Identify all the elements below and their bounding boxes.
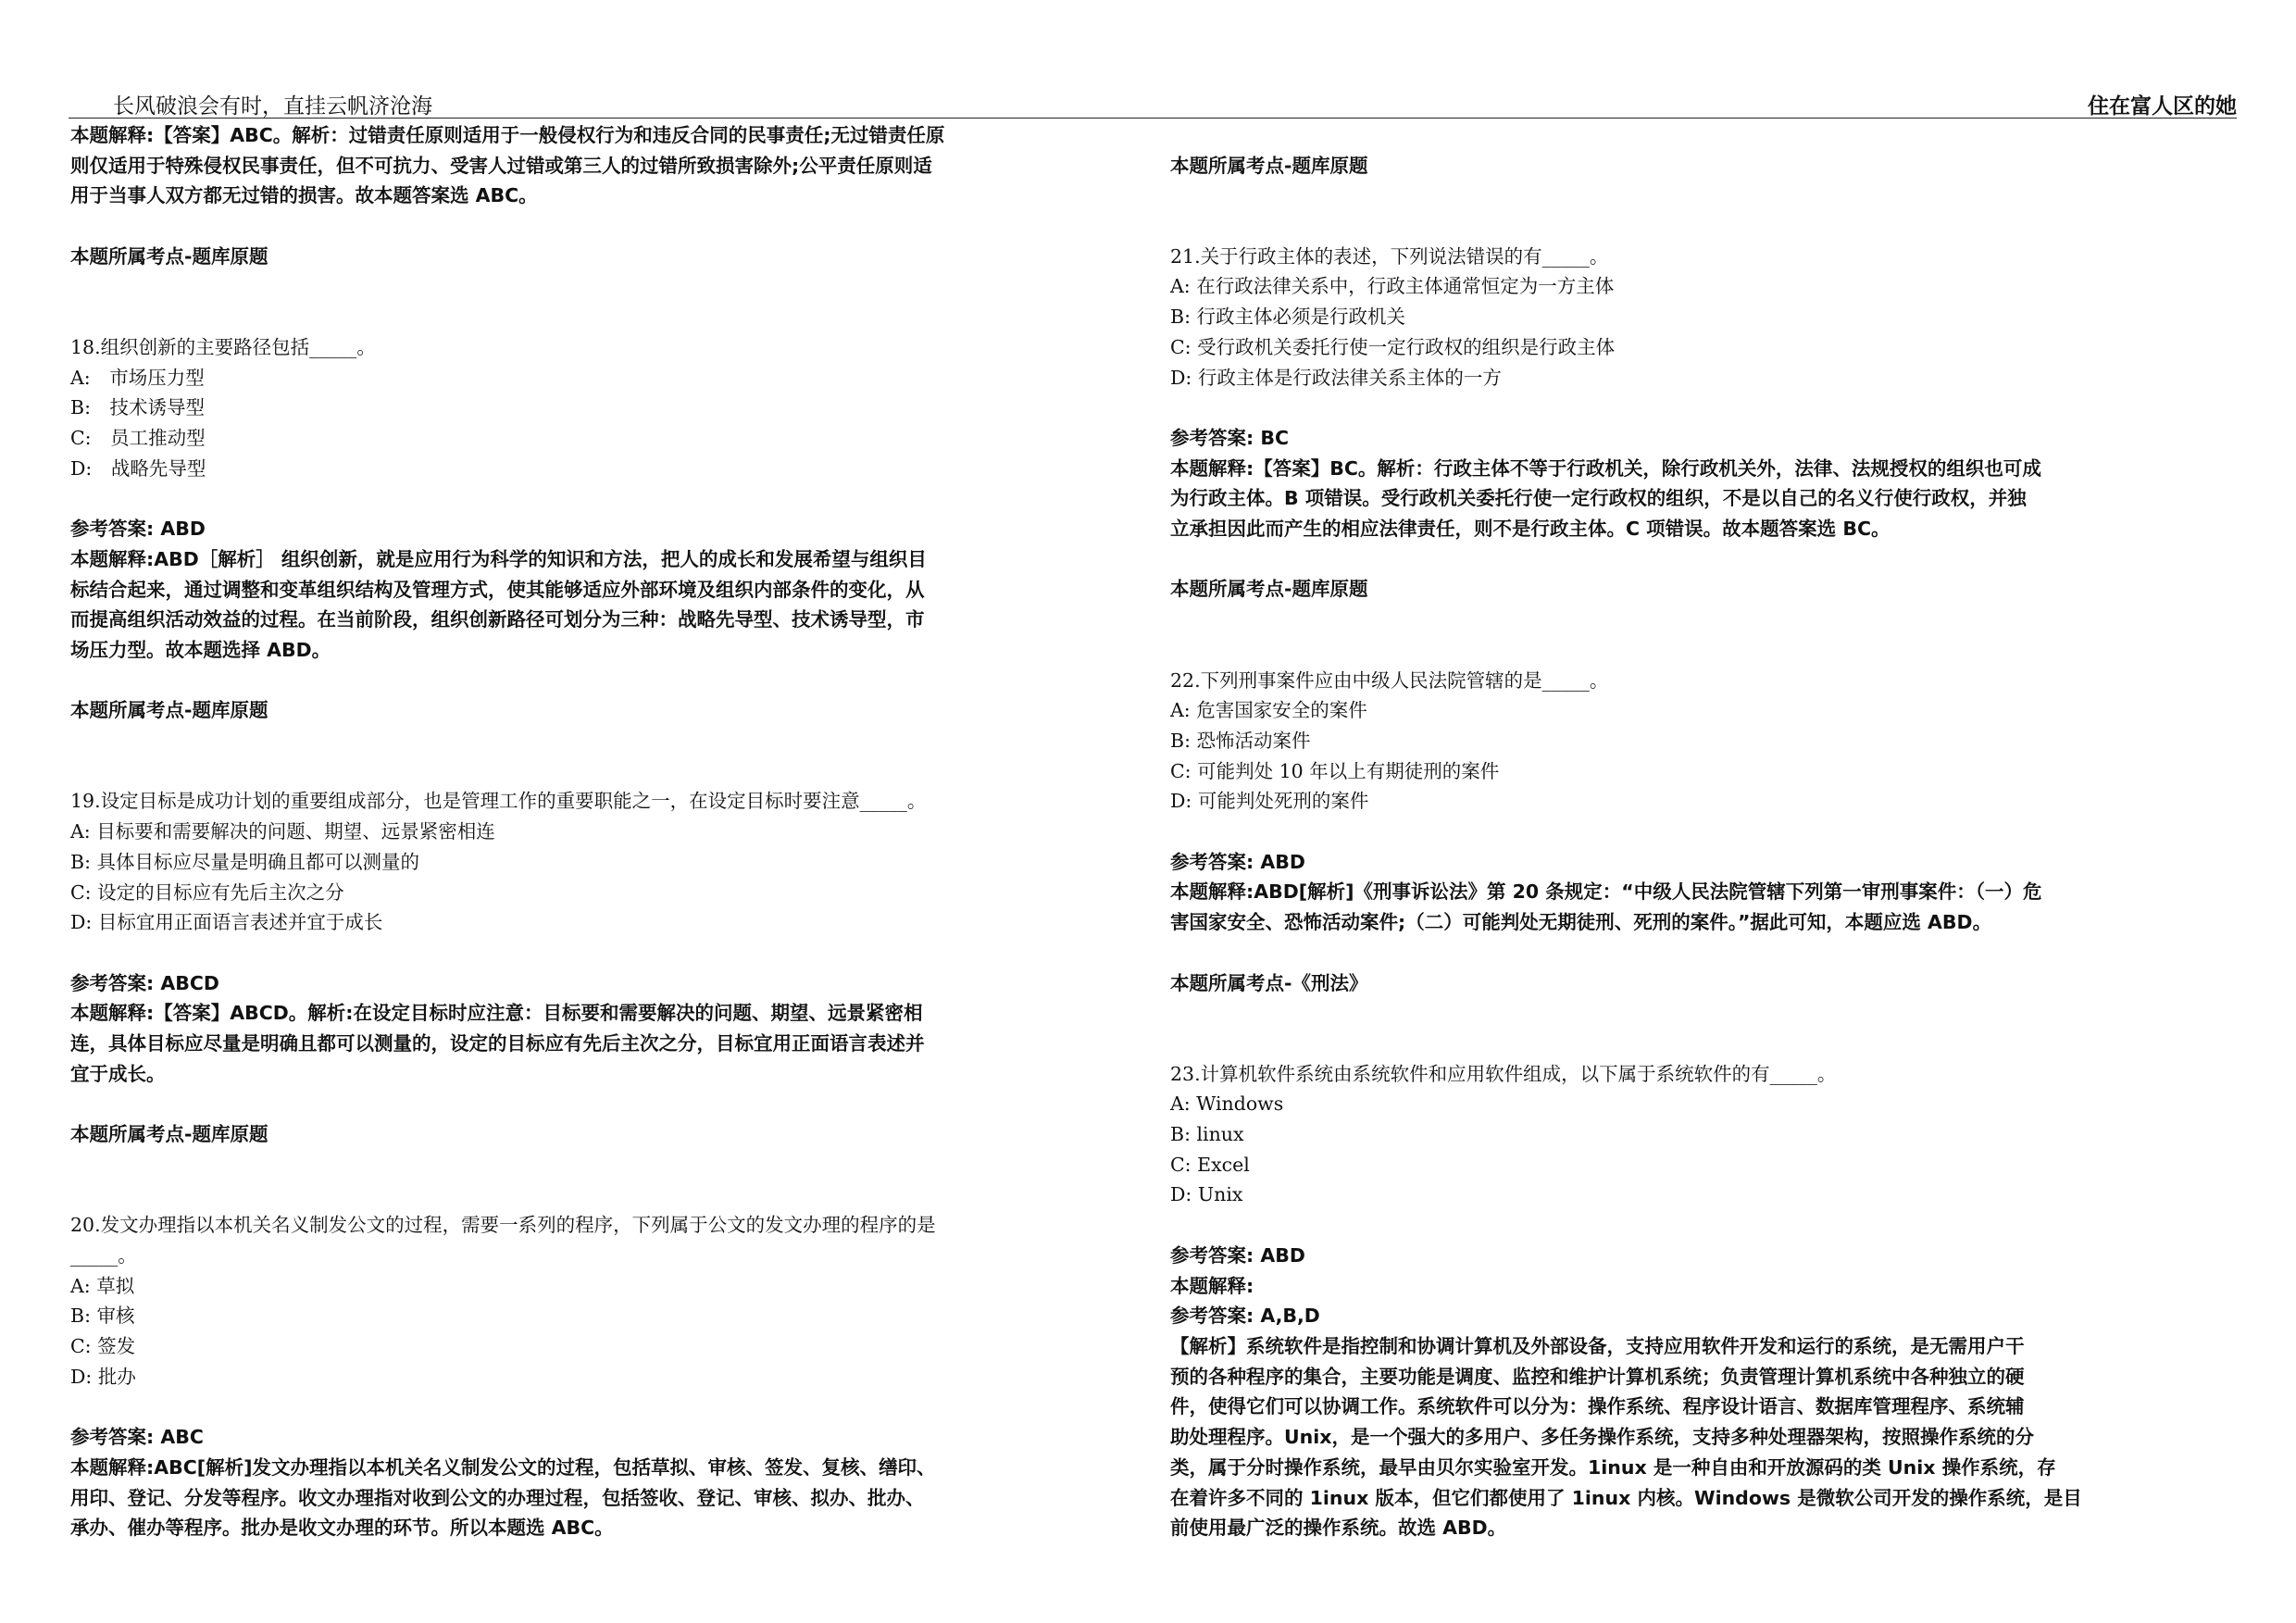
answer-text-line: 件，使得它们可以协调工作。系统软件可以分为：操作系统、程序设计语言、数据库管理程序、系统辅: [1170, 1395, 2025, 1418]
answer-text-line: 场压力型。故本题选择 ABD。: [70, 638, 331, 661]
answer-text-line: 本题所属考点-《刑法》: [1170, 971, 1368, 994]
option-line: D: 批办: [70, 1365, 136, 1388]
answer-text-line: 在着许多不同的 1inux 版本，但它们都使用了 1inux 内核。Windows 是微软公司开发的操作系统，是目: [1170, 1486, 2082, 1509]
answer-text-line: 参考答案: ABC: [70, 1426, 204, 1449]
answer-text-line: 参考答案: A,B,D: [1170, 1305, 1320, 1328]
question-stem-line: 21.关于行政主体的表述，下列说法错误的有_____。: [1170, 244, 1609, 268]
answer-text-line: 本题所属考点-题库原题: [70, 244, 268, 268]
answer-text-line: 用印、登记、分发等程序。收文办理指对收到公文的办理过程，包括签收、登记、审核、拟办、批办、: [70, 1486, 925, 1509]
answer-text-line: 本题解释:ABC[解析]发文办理指以本机关名义制发公文的过程，包括草拟、审核、签发、复核、缮印、: [70, 1455, 936, 1479]
right-column: [1170, 120, 2235, 1543]
header-divider: [69, 118, 2237, 119]
question-stem-line: 20.发文办理指以本机关名义制发公文的过程，需要一系列的程序，下列属于公文的发文办理的程序的是: [70, 1214, 936, 1237]
left-column: [70, 120, 1135, 1543]
spacer: [1170, 938, 2235, 968]
spacer: [1170, 181, 2235, 241]
answer-text-line: 参考答案: ABD: [70, 518, 206, 541]
spacer: [1170, 1210, 2235, 1241]
option-line: C: 设定的目标应有先后主次之分: [70, 880, 344, 904]
spacer: [70, 272, 1135, 332]
answer-text-line: 立承担因此而产生的相应法律责任，则不是行政主体。C 项错误。故本题答案选 BC。: [1170, 518, 1890, 541]
option-line: D: Unix: [1170, 1183, 1243, 1206]
option-line: B: linux: [1170, 1123, 1244, 1146]
answer-text-line: 连，具体目标应尽量是明确且都可以测量的，设定的目标应有先后主次之分，目标宜用正面语言表述并: [70, 1032, 925, 1055]
option-line: A: 目标要和需要解决的问题、期望、远景紧密相连: [70, 820, 495, 843]
answer-text-line: 助处理程序。Unix，是一个强大的多用户、多任务操作系统，支持多种处理器架构，按照操作系统的分: [1170, 1426, 2034, 1449]
question-stem-line: 19.设定目标是成功计划的重要组成部分，也是管理工作的重要职能之一，在设定目标时要注意_____。: [70, 790, 927, 813]
answer-text-line: 标结合起来，通过调整和变革组织结构及管理方式，使其能够适应外部环境及组织内部条件的变化，从: [70, 578, 925, 601]
question-stem-line: 22.下列刑事案件应由中级人民法院管辖的是_____。: [1170, 668, 1609, 692]
question-stem-line: 23.计算机软件系统由系统软件和应用软件组成，以下属于系统软件的有_____。: [1170, 1062, 1837, 1085]
answer-text-line: 承办、催办等程序。批办是收文办理的环节。所以本题选 ABC。: [70, 1517, 614, 1540]
spacer: [1170, 120, 2235, 151]
answer-text-line: 本题解释:ABD[解析]《刑事诉讼法》第 20 条规定：“中级人民法院管辖下列第一审刑事案件：（一）危: [1170, 880, 2042, 904]
option-line: D: 目标宜用正面语言表述并宜于成长: [70, 911, 383, 934]
answer-text-line: 为行政主体。B 项错误。受行政机关委托行使一定行政权的组织，不是以自己的名义行使行政权，并独: [1170, 487, 2027, 510]
spacer: [70, 483, 1135, 514]
option-line: A: 危害国家安全的案件: [1170, 699, 1367, 722]
header-left-text: 长风破浪会有时，直挂云帆济沧海: [113, 94, 432, 119]
option-line: A: 市场压力型: [70, 366, 205, 389]
answer-text-line: 本题所属考点-题库原题: [70, 1123, 268, 1146]
answer-text-line: 本题解释:【答案】ABCD。解析:在设定目标时应注意：目标要和需要解决的问题、期望、远景紧密相: [70, 1002, 923, 1025]
answer-text-line: 类，属于分时操作系统，最早由贝尔实验室开发。1inux 是一种自由和开放源码的类 Unix 操作系统，存: [1170, 1455, 2056, 1479]
option-line: B: 技术诱导型: [70, 396, 205, 419]
option-line: C: Excel: [1170, 1153, 1250, 1176]
spacer: [1170, 605, 2235, 665]
option-line: B: 行政主体必须是行政机关: [1170, 306, 1405, 329]
answer-text-line: 本题解释:【答案】BC。解析：行政主体不等于行政机关，除行政机关外，法律、法规授权的组织也可成: [1170, 456, 2041, 480]
option-line: C: 员工推动型: [70, 427, 206, 449]
spacer: [70, 1089, 1135, 1119]
question-stem-line: _____。: [70, 1243, 137, 1267]
option-line: A: 在行政法律关系中，行政主体通常恒定为一方主体: [1170, 275, 1615, 298]
question-stem-line: 18.组织创新的主要路径包括_____。: [70, 335, 376, 358]
answer-text-line: 【解析】系统软件是指控制和协调计算机及外部设备，支持应用软件开发和运行的系统，是无需用户干: [1170, 1334, 2025, 1357]
answer-text-line: 则仅适用于特殊侵权民事责任，但不可抗力、受害人过错或第三人的过错所致损害除外;公平责任原则适: [70, 154, 932, 177]
answer-text-line: 本题解释:: [1170, 1274, 1254, 1297]
spacer: [70, 211, 1135, 242]
option-line: B: 审核: [70, 1305, 135, 1328]
answer-text-line: 参考答案: ABD: [1170, 850, 1305, 873]
spacer: [70, 938, 1135, 968]
answer-text-line: 宜于成长。: [70, 1062, 166, 1085]
spacer: [1170, 998, 2235, 1058]
spacer: [70, 666, 1135, 696]
answer-text-line: 用于当事人双方都无过错的损害。故本题答案选 ABC。: [70, 184, 538, 207]
answer-text-line: 本题所属考点-题库原题: [1170, 578, 1368, 601]
answer-text-line: 害国家安全、恐怖活动案件;（二）可能判处无期徒刑、死刑的案件。”据此可知，本题应选 ABD。: [1170, 911, 1992, 934]
option-line: D: 行政主体是行政法律关系主体的一方: [1170, 366, 1502, 389]
spacer: [70, 1150, 1135, 1210]
option-line: D: 战略先导型: [70, 456, 206, 480]
option-line: A: Windows: [1170, 1092, 1284, 1116]
header-right-text: 住在富人区的她: [2088, 94, 2237, 119]
spacer: [1170, 817, 2235, 847]
spacer: [70, 1392, 1135, 1422]
answer-text-line: 本题解释:【答案】ABC。解析：过错责任原则适用于一般侵权行为和违反合同的民事责任;无过错责任原: [70, 124, 945, 146]
spacer: [70, 726, 1135, 786]
option-line: B: 恐怖活动案件: [1170, 729, 1311, 752]
option-line: B: 具体目标应尽量是明确且都可以测量的: [70, 850, 419, 873]
spacer: [1170, 544, 2235, 575]
option-line: C: 签发: [70, 1335, 136, 1357]
option-line: C: 受行政机关委托行使一定行政权的组织是行政主体: [1170, 335, 1616, 358]
answer-text-line: 参考答案: ABCD: [70, 971, 219, 994]
answer-text-line: 参考答案: ABD: [1170, 1243, 1305, 1267]
option-line: A: 草拟: [70, 1274, 135, 1297]
answer-text-line: 本题所属考点-题库原题: [70, 699, 268, 722]
answer-text-line: 本题所属考点-题库原题: [1170, 154, 1368, 177]
answer-text-line: 而提高组织活动效益的过程。在当前阶段，组织创新路径可划分为三种：战略先导型、技术诱导型，市: [70, 608, 925, 631]
answer-text-line: 参考答案: BC: [1170, 426, 1290, 449]
spacer: [1170, 393, 2235, 423]
answer-text-line: 预的各种程序的集合，主要功能是调度、监控和维护计算机系统；负责管理计算机系统中各种独立的硬: [1170, 1365, 2025, 1388]
option-line: C: 可能判处 10 年以上有期徒刑的案件: [1170, 759, 1500, 782]
option-line: D: 可能判处死刑的案件: [1170, 790, 1369, 813]
answer-text-line: 本题解释:ABD［解析］ 组织创新，就是应用行为科学的知识和方法，把人的成长和发展希望与组织目: [70, 547, 927, 570]
answer-text-line: 前使用最广泛的操作系统。故选 ABD。: [1170, 1517, 1507, 1540]
